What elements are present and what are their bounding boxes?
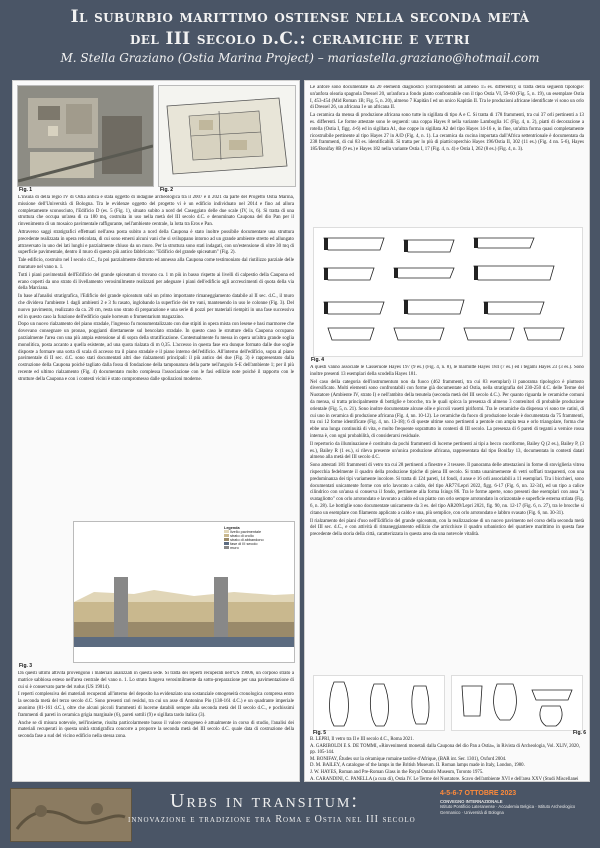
figure-3-caption: Fig. 3 [19,663,33,669]
paragraph: A questi vanno associate le Casseruole Hayes 197 (9 es.) (Fig. 4, n. 8), le marmitte Hayes 184 (7 es.) ed i tegami Hayes 23 (3 es.). Sono inoltre presenti 13 esemplari della scodella Hayes 181. [310,365,584,377]
figure-3-legend [224,526,264,550]
references-list [310,737,584,782]
relief-picture [11,789,131,841]
right-text-block-1 [310,85,584,225]
footer-title: Urbs in transitum: [170,790,359,812]
figure-5-amphorae [313,675,445,731]
pottery-profiles [314,228,582,356]
footer-subtitle: innovazione e tradizione tra Roma e Ostia nel III secolo [128,814,416,825]
figure-1-aerial-photo [17,85,154,187]
title-line-1: Il suburbio marittimo ostiense nella seconda metà [70,7,530,27]
paragraph: I reperti complessiva dei materiali recuperati all'interno del deposito ha evidenziato una sostanziale omogeneità cronologica compresa entro la seconda metà del terzo secolo d.C. Sono presenti rari residui, tra cui un asse di Antonino Pio (138-161 d.C.) e un quadrante imperiale anonimo (81-161 d.C.), oltre che alcuni piccoli frammenti di lucerne databili sempre alla seconda metà del II secolo d.C., e pochissimi frammenti di pareti in ceramica grigia marginale (6), pareti sottili (9) e sigillata tardo italica (3). [18,692,294,718]
legend-item: strato di crollo [224,534,264,538]
paragraph: La ceramica da mensa di produzione africana sono tutte in sigillata di tipo A e C. Si tratta di 178 frammenti, tra cui 37 orli pertinenti a 13 es. differenti. Le forme attestate sono le seguenti: una coppa Hayes 8 nella variante Lamboglia 1C (Fig. 4, n. 2), piatti di decorazione a rotella (Ostia I, figg. 4-6) ed in sigillata A1, due coppe in sigillata A2 del tipo Hayes 14-16 e, in fine, un'altra forma quasi completamente ricostruibile pertinente al tipo Hayes 27 in A/D (Fig. 4, n. 1). La ceramica da cucina importata dall'Africa settentrionale è documentata da 238 frammenti, di cui 83 es. identificabili. Si tratta per lo più di piatti/coperchio Hayes 196/Ostia II, 302 (11 es.) (Fig. 4 nn. 5-6), Hayes 185/Bonifay 8B (9 es.) e Hayes 182 nella variante Ostia I, 17 (Fig. 4, n. 4) e Ostia I, 262 (8 es.) (Fig. 4, n. 3). [310,113,584,153]
figure-1-caption: Fig. 1 [19,187,33,193]
paragraph: Dopo un nuovo rialzamento del piano stradale, l'ingresso fu monumentalizzato con due stipiti in opera mista con lesene e basi marmoree che dovevano consegnare un pronao, poggianti direttamente sul bencolato stradale. In questo caso le strutture della Caupona occupano parzialmente l'area con una più ampia estensione al di sopra della stratificazione. Contestualmente fu messa in opera un'altra grande soglia monolitica, posta accanto a quella esistente, ad una quota rialzata di m 0,35. L'accesso in questa fase era dunque formato dalle due soglie disposte a formare una sorta di scala di accesso tra il piano stradale e il piano interno dell'edificio. All'interno dell'edificio, sopra al piano pavimentale di II sec. d.C. sono stati documentati altri due rialzamenti principali: il più antico dei due (Fig. 3) è rappresentato dalla costruzione della Caupona poiché tagliato dalla fossa di fondazione della tamponatura della parte nell'angolo S-E dell'ambiente 1; per il più recente ed ultimo rialzamento (Fig. 4) documentato molto complessa l'associazione con le fasi edilizie note poiché il rapporto con le strutture della Caupona e con i contesti vicini è stato compromesso dalle spoliazioni moderne. [18,322,294,382]
title-line-2: del III secolo d.C.: ceramiche e vetri [129,29,471,49]
legend-item: muro [224,546,264,550]
figure-6-glass [451,675,583,731]
legend-item: strato di abbandono [224,538,264,542]
conference-date: 4-5-6-7 OTTOBRE 2023 [440,790,517,797]
legend-item: livello pavimentale [224,530,264,534]
paragraph: Attraverso saggi stratigrafici effettuati nell'area posta subito a nord della Caupona è stato inoltre possibile documentare una struttura precedente realizzata in opera reticolata, di cui sono emersi alcuni vani che si sviluppano intorno ad un grande ambiente stretto ed allungato attraversato in uno dei lati lunghi e parzialmente chiuso da un muro. Per la struttura sono stati indagati, con un'estensione di oltre 30 mq di superficie pavimentale, dentro il muro di questo più antico fabbricato: "Edificio del grande spiceatum" (Fig. 2). [18,229,294,256]
paragraph: Nel caso della categoria dell'instrumentum non da fuoco (462 frammenti, tra cui 83 esemplari) il panorama tipologico è piuttosto diversificato. Molti elementi sono confrontabili con forme già documentate ad Ostia, nella stratigrafia del 230-250 d.C. delle Terme del Nuotatore (Ambiente IV, strato I) e nell'ambito della tenutela (seconda metà del III secolo d.C.). Per quanto riguarda le ceramiche comuni da mensa, si tratta principalmente di bottiglie e brocche, tra le quali spicca la presenza di almeno 3 contenitori di probabile produzione orientale (Fig. 5, n. 21). Sono inoltre documentate alcune olle e piccoli vasetti piriformi. Tra le ceramiche da dispensa vi sono tre catini, di cui uno in ceramica di produzione africana (Fig. 4, nn. 10-12). Le ceramiche da fuoco di produzione locale è documentata da 75 frammenti, tra cui 12 forme identificate (Fig. 4, nn. 13-18); 6 di queste ultime sono pertinenti a pentole con ampia tesa e orlo triangolare, forma che ebbe una lunga continuità di vita, e molto frequente soprattutto in contesti di III secolo. La presenza di 6 pareti di tegami a vernice rossa interna è, con ogni probabilità, di considerarsi residuale. [310,379,584,439]
paragraph: Le anfore sono documentate da 20 elementi diagnostici (corrispondenti ad almeno 15 es. differenti); si tratta della seguenti tipologie: un'anfora olearia spagnola Dressel 20, un'anfora a fondo piatto confrontabile con il tipo Ostia VI, 59-60 (Fig. 5, n. 19), un esemplare Ostia I, 453-454 (Mid Roman 1B; Fig. 5, n. 20), almeno 7 Kapitän I ed un unico Kapitän II. Tra le produzioni africane identificate vi sono un orlo di Dressel 26, un africana I e un africana II. [310,85,584,111]
poster-header [0,0,600,68]
legend-item: fase di III secolo [224,542,264,546]
relief-image [10,788,132,842]
legend-title: Legenda [224,526,240,530]
conference-info [440,799,590,815]
reference-item: D. M. BAILEY, A catalogue of the lamps in the British Museum. II. Roman lamps made in Italy, London, 1980. [310,763,525,769]
reference-item: A. CARANDINI, C. PANELLA (a cura di), Ostia IV. Le Terme del Nuotatore. Scavo dell'ambiente XVI e dell'area XXV (Studi Miscellanei [310,776,579,782]
left-text-block-2 [18,671,294,777]
figure-2-plan [158,85,296,187]
paragraph: Da questi ultimi attività provengono i materiali analizzati in questa sede. Si tratta dei reperti recuperati nell'US 19006, un corposo strato a matrice sabbiosa esteso nell'area centrale del vano n. 1. Lo strato fungeva verosimilmente da sotto-preparazione per una pavimentazione di cui si è conservato parte del rudus (US 19014). [18,671,294,690]
figure-2-caption: Fig. 2 [160,187,174,193]
reference-item: A. GARIBOLDI E S. DE TOMMI, «Rinvenimenti monetali dalla Caupona del dio Pan a Ostia», in Rivista di Archeologia, Vol. XLIV, 2020, pp. 105-144. [310,743,580,756]
plan-drawing [159,86,295,186]
aerial-photo-image [18,86,153,186]
figure-4-caption: Fig. 4 [311,357,325,363]
paragraph: Il repertorio da illuminazione è costituito da pochi frammenti di lucerne pertinenti ai tipi a becco cuoriforme, Bailey Q (2 es.), Bailey P, (3 es.), Bailey R (1 es.), si rileva presente un'unica produzione africana, rappresentata dal tipo Bonifay 13, documentata in contesti datati almeno alla metà del III secolo d.C. [310,441,584,461]
reference-item: J. W. HAYES, Roman and Pre-Roman Glass in the Royal Ontario Museum, Toronto 1975. [310,769,484,775]
poster-footer [0,780,600,848]
paragraph: Sono attestati 181 frammenti di vetro tra cui 28 pertinenti a finestre e 3 tessere. Il panorama delle attestazioni in forme di stoviglieria vitrea rispecchia fedelmente il quadro della produzione tipiche di piena III secolo. Si tratta unanimemente di vetri soffiati trasparenti, con una predominanza dei tipi variamente incolore. Si tratta di 124 pareti, 14 fondi, 4 anse e 16 orli associabili a 11 esemplari. Tra i bicchieri, sono documentati unicamente forme con orlo lavorato a caldo, del tipo AR77/Lepri 2022, figg. 6-17 (Fig. 6, nn. 32-34), ed un tipo a calice cilindrico con un'ansa si conserva il fondo, pertinente alla forma Isings 86. Tra le forme aperte, sono presenti due esemplari con ansa "a svatagliotto" con orlo arrotondato e lavorato a caldo ed un piatto con orlo sempre arrotondato in orizzontale e superficie esterna striata (Fig. 6, n. 28). Le bottiglie sono documentate unicamente da 3 es. del tipo AR209/Lepri 2021, fig. 90, nn. 12-17 (Fig. 6, n. 27), tra le brocche si citano un esemplare con filamento applicato a caldo e una, più semplice, con orlo arrotondato e labbro svasato (Fig. 6, nn. 30-31). [310,463,584,516]
paragraph: L'insula di della regio IV di Ostia antica è stata oggetto di indagine archeologica tra il 2007 e il 2021 da parte del Progetto Ostia Marina, missione dell'Università di Bologna. Tra le evidenze oggetto del progetto vi è un edificio individuato nel 2014 e fino ad allora completamente sconosciuto, l'Edificio D (es. 5 (Fig. 1), situato subito a nord del Caseggiato delle due scale (IV, ix, 6). Si tratta di una struttura che occupa un'area di ca 180 mq, costruita in uso nella metà del III secolo d.C. e denominato Caupona del dio Pan per il rinvenimento di un mosaico pavimentale raffigurante, nell'ambiente centrale, la lotta tra Eros e Pan. [18,195,294,228]
glass-vessels-drawings [452,676,582,730]
paragraph: Tale edificio, costruito nel I secolo d.C., fu poi parzialmente distrutto ed annesso alla Caupona come testimoniato dal riutilizzo parziale delle murature nel vano n. 1. [18,258,294,270]
paragraph: Il rialzamento dei piani d'uso nell'Edificio del grande spiceatum, con la realizzazione di un nuovo pavimento nel corso della seconda metà del III sec. d.C., e con attività di rimaneggiamento edilizio che arricchisce il quadro urbanistico del quartiere marittimo in questa fase precedente della storia della città, caratterizzata in questa area da una notevole vitalità. [310,518,584,538]
paragraph: Tutti i piani pavimentali dell'Edificio del grande spiceatum si trovano ca. 1 m più in basso rispetto ai livelli di calpestio della Caupona ed erano coperti da uno strato di livellamento verosimilmente realizzati per adeguare i piani dell'edificio agli accrescimenti di quota della via della Marciana. [18,272,294,292]
conference-organizers: Istituto Pontificio Lateranense · Accademia Belgica · Istituto Archeologico Germanico · Università di Bologna [440,804,576,815]
left-text-block-1 [18,195,294,475]
left-column [12,80,300,782]
figure-5-caption: Fig. 5 [313,730,327,736]
author-line: M. Stella Graziano (Ostia Marina Project) – mariastella.graziano@hotmail.com [60,51,540,65]
conference-title: CONVEGNO INTERNAZIONALE [440,799,503,804]
amphorae-drawings [314,676,444,730]
figure-4-pottery-drawings [313,227,583,357]
paragraph: In base all'analisi stratigrafica, l'Edificio del grande spiceatum subì un primo importante rimaneggiamento databile al II sec. d.C., il muro che divideva l'ambiente 1 dagli ambienti 2 e 3 fu rasato, inglobando la superficie dei tre vani, mantenendo in uso le colonne (Fig. 3). Del nuovo pavimento, realizzato da ca. 20 cm, resta uno strato di preparazione e una serie di pozzi per materiali riempiti in una fase successiva ed in questo caso la funzione dell'edificio quale horreum o frumentarium magazzino. [18,294,294,320]
reference-item: B. LEPRI, Il vetro tra II e III secolo d.C., Roma 2021. [310,737,414,742]
figure-3-section [73,521,295,663]
figure-6-caption: Fig. 6 [573,730,587,736]
right-text-block-2 [310,365,584,673]
right-column [304,80,590,782]
reference-item: M. BONIFAY, Études sur la céramique romaine tardive d'Afrique, (BAR int. Ser. 1301), Oxford 2004. [310,756,507,762]
paragraph: Anche se di misura notevole, nell'insieme, risulta particolarmente basso il valore omogeneo è attualmente in corso di studio, l'analisi dei materiali recuperati in questa unità stratigrafica concorre a proporre la seconda metà del III secolo d.C. quale data di costruzione della seconda fase a sud del vicino edificio nella stessa zona. [18,720,294,740]
